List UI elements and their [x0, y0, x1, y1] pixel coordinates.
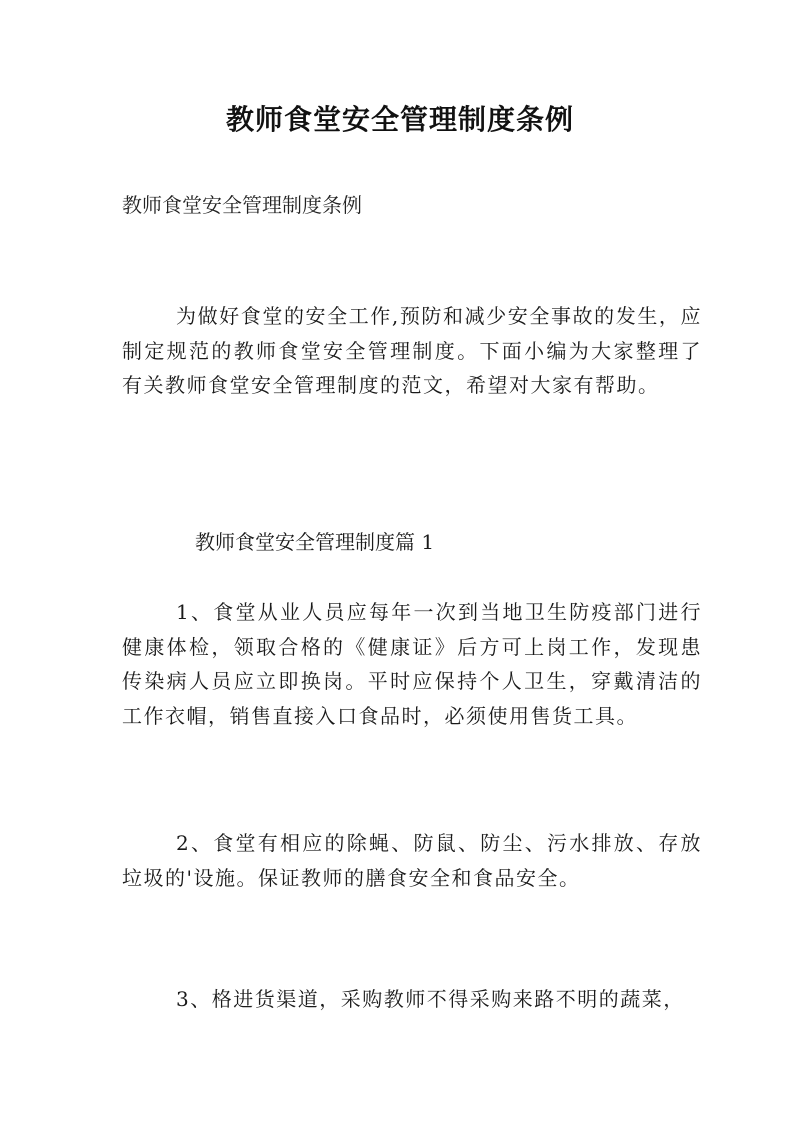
intro-paragraph: 为做好食堂的安全工作,预防和减少安全事故的发生，应制定规范的教师食堂安全管理制度。下面小编为大家整理了有关教师食堂安全管理制度的范文，希望对大家有帮助。: [122, 304, 702, 397]
document-title: 教师食堂安全管理制度条例: [225, 103, 574, 136]
list-item: 2、食堂有相应的除蝇、防鼠、防尘、污水排放、存放垃圾的'设施。保证教师的膳食安全和食品安全。: [122, 831, 702, 890]
list-item: 3、格进货渠道，采购教师不得采购来路不明的蔬菜，: [176, 987, 685, 1011]
list-item: 1、食堂从业人员应每年一次到当地卫生防疫部门进行健康体检，领取合格的《健康证》后方可上岗工作，发现患传染病人员应立即换岗。平时应保持个人卫生，穿戴清洁的工作衣帽，销售直接入口食品时，必须使用售货工具。: [122, 600, 702, 728]
document-subtitle: 教师食堂安全管理制度条例: [122, 193, 362, 217]
chapter-heading: 教师食堂安全管理制度篇 1: [195, 530, 435, 554]
